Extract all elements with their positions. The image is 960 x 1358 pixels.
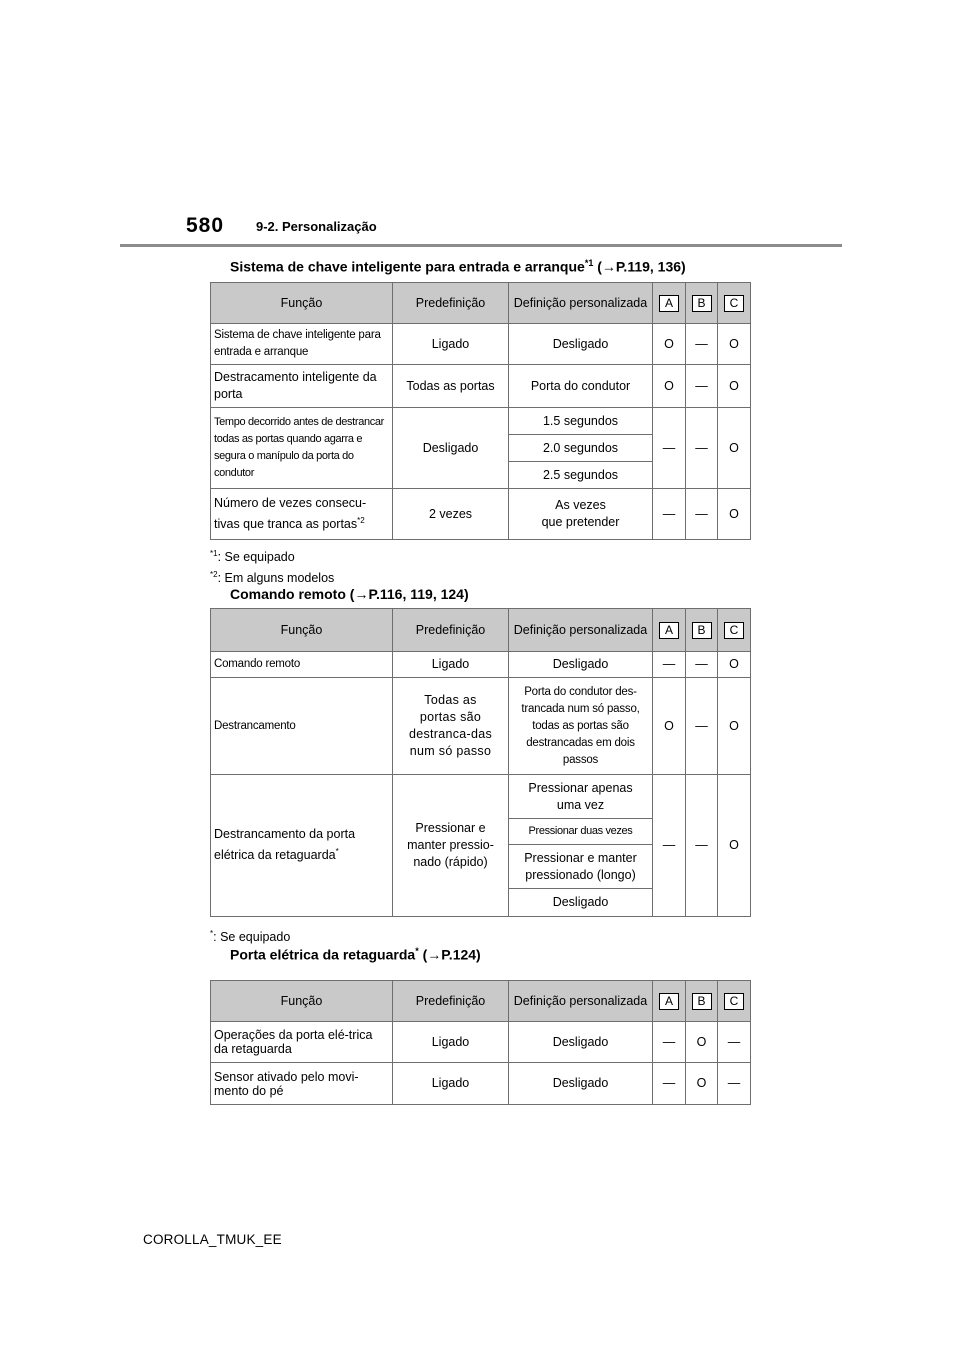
col-definicao: Definição personalizada	[509, 981, 653, 1022]
arrow-right-icon: →	[354, 586, 369, 602]
row-b: O	[686, 1063, 718, 1105]
table-row	[211, 489, 751, 540]
row-custom-option: Pressionar e manter pressionado (longo)	[509, 845, 653, 889]
col-c	[718, 981, 751, 1022]
row-b: —	[686, 775, 718, 917]
row-func: Tempo decorrido antes de destrancar todas as portas quando agarra e segura o manípulo da porta do condutor	[211, 408, 393, 489]
table-header-row	[211, 283, 751, 324]
row-default: Ligado	[393, 1022, 509, 1063]
row-b: —	[686, 365, 718, 408]
col-a-box: A	[659, 295, 679, 312]
footnote	[210, 545, 334, 566]
footnote-mark: *	[210, 929, 214, 938]
row-custom-option: Pressionar apenas uma vez	[509, 775, 653, 819]
section-title-smart-key: Sistema de chave inteligente para entrada e arranque$^{*1}$ (→P.119, 136)	[230, 258, 686, 275]
col-b	[686, 283, 718, 324]
table-row	[211, 408, 751, 435]
page-reference: P.124	[441, 946, 477, 963]
col-b	[686, 981, 718, 1022]
row-a: O	[653, 324, 686, 365]
row-default: Todas as portas	[393, 365, 509, 408]
row-a: —	[653, 775, 686, 917]
table-row	[211, 775, 751, 819]
footnote-section2	[210, 925, 290, 946]
arrow-right-icon: →	[601, 258, 616, 275]
row-func-sup: *2	[357, 515, 365, 525]
col-b-box: B	[692, 993, 712, 1010]
col-c	[718, 609, 751, 652]
row-default: Ligado	[393, 324, 509, 365]
col-c-box: C	[724, 622, 744, 639]
col-b-box: B	[692, 295, 712, 312]
col-definicao: Definição personalizada	[509, 283, 653, 324]
row-default: 2 vezes	[393, 489, 509, 540]
row-a: —	[653, 489, 686, 540]
footer-model-code: COROLLA_TMUK_EE	[143, 1232, 282, 1247]
table-row	[211, 324, 751, 365]
row-func: Sistema de chave inteligente para entrada e arranque	[211, 324, 393, 365]
row-custom-line2: que pretender	[541, 515, 620, 529]
row-custom: Desligado	[509, 324, 653, 365]
chapter-title: 9-2. Personalização	[256, 219, 377, 234]
row-custom: Porta do condutor des-trancada num só passo, todas as portas são destrancadas em dois passos	[509, 678, 653, 775]
row-b: —	[686, 408, 718, 489]
row-a: —	[653, 1022, 686, 1063]
row-c: O	[718, 775, 751, 917]
section-title-text: Comando remoto	[230, 586, 346, 602]
col-funcao: Função	[211, 981, 393, 1022]
footnote-text: : Se equipado	[217, 550, 295, 565]
row-default: Ligado	[393, 1063, 509, 1105]
col-a	[653, 981, 686, 1022]
table-row	[211, 678, 751, 775]
row-b: —	[686, 324, 718, 365]
row-default: Pressionar e manter pressio-nado (rápido)	[393, 775, 509, 917]
section-title-sup: *1	[584, 258, 594, 268]
row-custom-option: Desligado	[509, 889, 653, 917]
table-row	[211, 365, 751, 408]
footnote-mark: *2	[210, 570, 218, 580]
row-b: —	[686, 489, 718, 540]
footnote-text: : Se equipado	[213, 930, 291, 945]
row-custom	[509, 489, 653, 540]
col-a-box: A	[659, 622, 679, 639]
col-funcao: Função	[211, 609, 393, 652]
row-c: O	[718, 408, 751, 489]
row-func: Destrancamento	[211, 678, 393, 775]
row-b: O	[686, 1022, 718, 1063]
section-title-text: Porta elétrica da retaguarda	[230, 946, 416, 963]
row-func: Sensor ativado pelo movi-mento do pé	[211, 1063, 393, 1105]
footnote-mark: *1	[210, 549, 218, 558]
page-reference: P.116, 119, 124	[368, 586, 464, 602]
tailgate-table	[210, 980, 751, 1105]
page-number: 580	[186, 214, 225, 237]
footnote-text: : Em alguns modelos	[217, 571, 335, 586]
row-default: Ligado	[393, 652, 509, 678]
table-row	[211, 1063, 751, 1105]
col-c-box: C	[724, 993, 744, 1010]
col-b	[686, 609, 718, 652]
row-c: O	[718, 324, 751, 365]
row-func-text: Destrancamento da porta elétrica da retaguarda	[214, 827, 356, 863]
row-c: O	[718, 365, 751, 408]
col-definicao: Definição personalizada	[509, 609, 653, 652]
row-b: —	[686, 652, 718, 678]
row-a: O	[653, 678, 686, 775]
col-b-box: B	[692, 622, 712, 639]
table-header-row	[211, 981, 751, 1022]
section-title-tailgate: Porta elétrica da retaguarda* (→P.124)	[230, 946, 481, 963]
row-c: O	[718, 678, 751, 775]
row-func-text: Número de vezes consecu-tivas que tranca as portas	[214, 495, 367, 532]
smart-key-table	[210, 282, 751, 540]
row-func	[211, 489, 393, 540]
table-header-row	[211, 609, 751, 652]
row-custom-line1: As vezes	[555, 498, 606, 512]
row-default: Todas as portas são destranca-das num só passo	[393, 678, 509, 775]
col-predefinicao: Predefinição	[393, 283, 509, 324]
col-a	[653, 283, 686, 324]
row-custom-option: 2.5 segundos	[509, 462, 653, 489]
row-func-sup: *	[335, 847, 339, 857]
col-predefinicao: Predefinição	[393, 609, 509, 652]
col-a	[653, 609, 686, 652]
arrow-right-icon: →	[427, 946, 442, 963]
row-custom: Desligado	[509, 1063, 653, 1105]
col-c-box: C	[724, 295, 744, 312]
row-c: —	[718, 1022, 751, 1063]
col-a-box: A	[659, 993, 679, 1010]
row-custom-option: 2.0 segundos	[509, 435, 653, 462]
row-func: Operações da porta elé-trica da retaguarda	[211, 1022, 393, 1063]
row-a: —	[653, 1063, 686, 1105]
col-c	[718, 283, 751, 324]
header-divider	[120, 244, 842, 247]
row-custom: Desligado	[509, 652, 653, 678]
col-predefinicao: Predefinição	[393, 981, 509, 1022]
row-func: Destracamento inteligente da porta	[211, 365, 393, 408]
section-title-sup: *	[415, 946, 419, 956]
section-title-text: Sistema de chave inteligente para entrada e arranque	[230, 258, 585, 275]
row-func: Comando remoto	[211, 652, 393, 678]
row-custom-option: Pressionar duas vezes	[509, 819, 653, 845]
page-reference: P.119, 136	[615, 258, 682, 275]
row-custom-option: 1.5 segundos	[509, 408, 653, 435]
table-row	[211, 1022, 751, 1063]
row-c: O	[718, 489, 751, 540]
row-default: Desligado	[393, 408, 509, 489]
row-c: —	[718, 1063, 751, 1105]
remote-table	[210, 608, 751, 917]
col-funcao: Função	[211, 283, 393, 324]
footnote	[210, 566, 334, 587]
section-title-remote: Comando remoto (→P.116, 119, 124)	[230, 586, 469, 602]
row-a: O	[653, 365, 686, 408]
row-custom: Porta do condutor	[509, 365, 653, 408]
row-a: —	[653, 408, 686, 489]
row-a: —	[653, 652, 686, 678]
row-custom: Desligado	[509, 1022, 653, 1063]
table-row	[211, 652, 751, 678]
row-func	[211, 775, 393, 917]
row-c: O	[718, 652, 751, 678]
footnotes-section1	[210, 545, 334, 587]
row-b: —	[686, 678, 718, 775]
